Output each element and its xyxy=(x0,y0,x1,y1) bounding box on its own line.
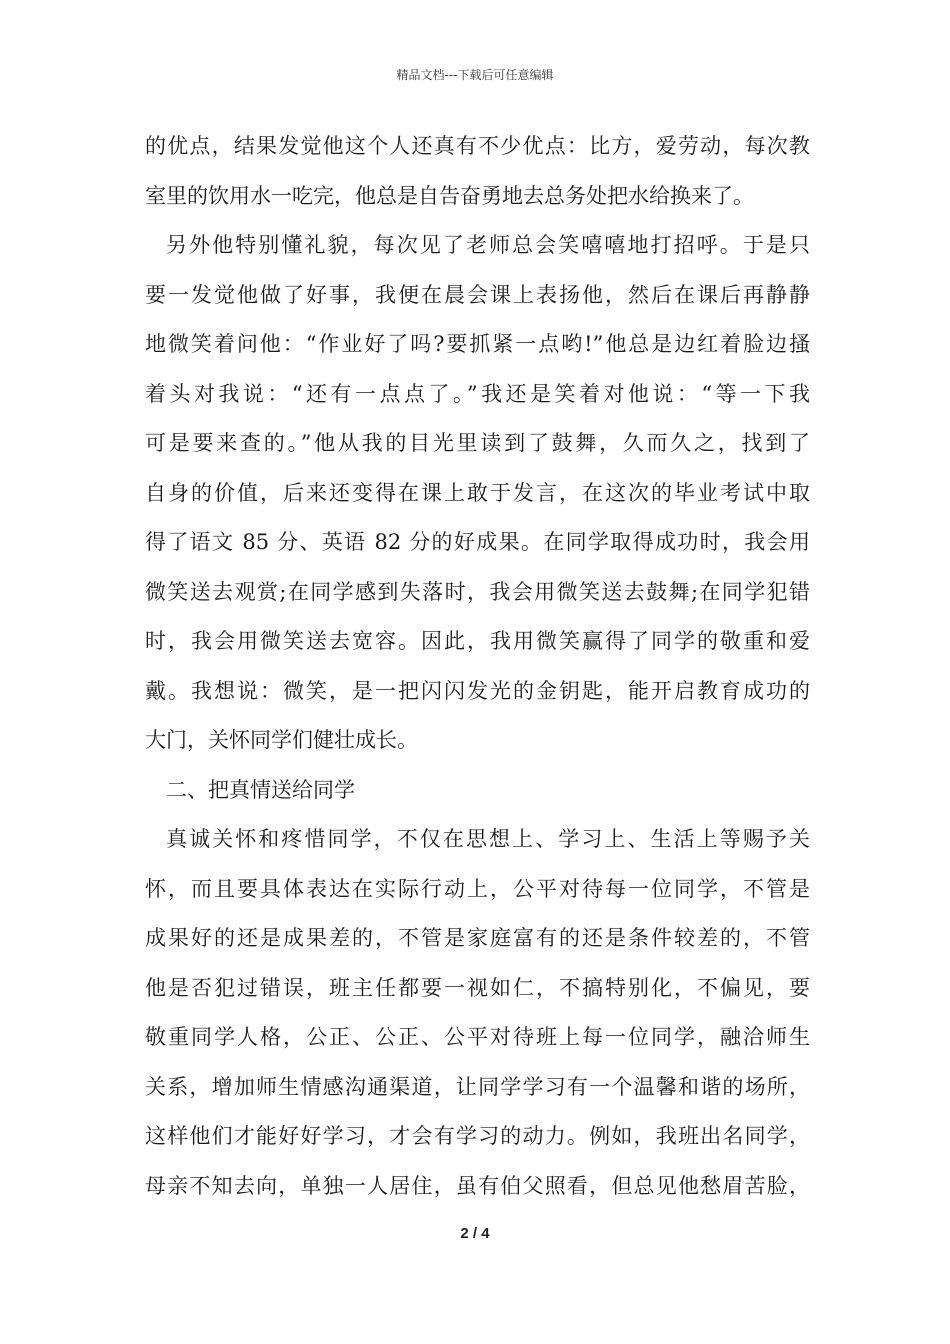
page-header xyxy=(0,66,950,83)
text-line: 另外他特别懂礼貌，每次见了老师总会笑嘻嘻地打招呼。于是只 xyxy=(166,233,810,257)
text-line: 可是要来查的。”他从我的目光里读到了鼓舞，久而久之，找到了 xyxy=(145,431,810,455)
page-number-current: 2 xyxy=(460,1225,469,1242)
text-line: 戴。我想说：微笑，是一把闪闪发光的金钥匙，能开启教育成功的 xyxy=(145,678,810,703)
text-line: 时，我会用微笑送去宽容。因此，我用微笑赢得了同学的敬重和爱 xyxy=(145,629,810,653)
page-number-total: 4 xyxy=(481,1225,490,1242)
text-line: 室里的饮用水一吃完，他总是自告奋勇地去总务处把水给换来了。 xyxy=(145,183,754,208)
text-line: 怀，而且要具体表达在实际行动上，公平对待每一位同学，不管是 xyxy=(145,876,810,901)
text-line: 地微笑着问他：“作业好了吗?要抓紧一点哟!”他总是边红着脸边搔 xyxy=(145,332,810,356)
document-body xyxy=(145,122,810,1211)
text-line: 敬重同学人格，公正、公正、公平对待班上每一位同学，融洽师生 xyxy=(145,1025,810,1049)
page-footer xyxy=(0,1225,950,1242)
text-line: 他是否犯过错误，班主任都要一视如仁，不搞特别化，不偏见，要 xyxy=(145,975,810,1000)
text-line: 成果好的还是成果差的，不管是家庭富有的还是条件较差的，不管 xyxy=(145,926,810,950)
text-line: 关系，增加师生情感沟通渠道，让同学学习有一个温馨和谐的场所， xyxy=(145,1074,810,1099)
text-line: 要一发觉他做了好事，我便在晨会课上表扬他，然后在课后再静静 xyxy=(145,282,810,307)
section-heading: 二、把真情送给同学 xyxy=(166,777,355,802)
header-text: 精品文档---下载后可任意编辑 xyxy=(396,68,554,82)
text-line: 母亲不知去向，单独一人居住，虽有伯父照看，但总见他愁眉苦脸， xyxy=(145,1173,810,1198)
text-line: 着头对我说：“还有一点点了。”我还是笑着对他说：“等一下我 xyxy=(145,381,810,406)
page-number-separator: / xyxy=(468,1225,482,1242)
text-line: 的优点，结果发觉他这个人还真有不少优点：比方，爱劳动，每次教 xyxy=(145,134,810,158)
text-line: 自身的价值，后来还变得在课上敢于发言，在这次的毕业考试中取 xyxy=(145,480,810,505)
text-line: 得了语文 85 分、英语 82 分的好成果。在同学取得成功时，我会用 xyxy=(145,530,810,554)
text-line: 大门，关怀同学们健壮成长。 xyxy=(145,728,418,752)
text-line: 这样他们才能好好学习，才会有学习的动力。例如，我班出名同学， xyxy=(145,1124,810,1148)
text-line: 真诚关怀和疼惜同学，不仅在思想上、学习上、生活上等赐予关 xyxy=(166,827,810,851)
text-line: 微笑送去观赏;在同学感到失落时，我会用微笑送去鼓舞;在同学犯错 xyxy=(145,579,810,604)
